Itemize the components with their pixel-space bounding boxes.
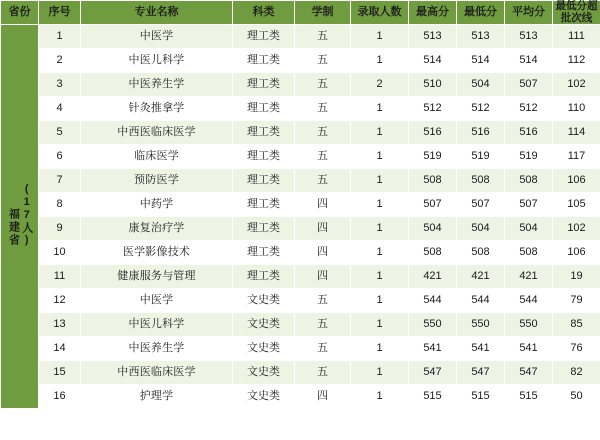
table-row <box>1 193 600 217</box>
cell-over-batch-line: 76 <box>553 337 600 361</box>
cell-max-score: 516 <box>409 121 457 145</box>
table-row <box>1 169 600 193</box>
cell-index: 14 <box>39 337 81 361</box>
cell-duration: 五 <box>295 289 351 313</box>
cell-min-score: 550 <box>457 313 505 337</box>
table-body <box>1 25 600 409</box>
cell-min-score: 516 <box>457 121 505 145</box>
cell-duration: 四 <box>295 265 351 289</box>
cell-over-batch-line: 114 <box>553 121 600 145</box>
cell-duration: 五 <box>295 145 351 169</box>
over-batch-line-2: 批次线 <box>560 11 593 24</box>
column-header-max-score: 最高分 <box>409 1 457 25</box>
cell-min-score: 519 <box>457 145 505 169</box>
cell-major: 针灸推拿学 <box>81 97 233 121</box>
cell-index: 9 <box>39 217 81 241</box>
column-header-avg-score: 平均分 <box>505 1 553 25</box>
cell-avg-score: 507 <box>505 193 553 217</box>
cell-avg-score: 507 <box>505 73 553 97</box>
cell-duration: 五 <box>295 337 351 361</box>
over-batch-line-1: 最低分超 <box>555 0 598 12</box>
cell-category: 理工类 <box>233 145 295 169</box>
cell-over-batch-line: 105 <box>553 193 600 217</box>
cell-duration: 五 <box>295 25 351 49</box>
cell-admitted-count: 1 <box>351 313 409 337</box>
cell-index: 3 <box>39 73 81 97</box>
cell-min-score: 504 <box>457 217 505 241</box>
table-row <box>1 265 600 289</box>
cell-min-score: 514 <box>457 49 505 73</box>
cell-index: 16 <box>39 385 81 409</box>
cell-over-batch-line: 102 <box>553 73 600 97</box>
cell-index: 13 <box>39 313 81 337</box>
cell-duration: 四 <box>295 385 351 409</box>
cell-admitted-count: 1 <box>351 193 409 217</box>
cell-category: 文史类 <box>233 337 295 361</box>
cell-over-batch-line: 112 <box>553 49 600 73</box>
table-row <box>1 217 600 241</box>
cell-category: 理工类 <box>233 97 295 121</box>
cell-major: 中西医临床医学 <box>81 361 233 385</box>
cell-admitted-count: 1 <box>351 217 409 241</box>
cell-index: 2 <box>39 49 81 73</box>
table-row <box>1 241 600 265</box>
cell-avg-score: 504 <box>505 217 553 241</box>
cell-max-score: 514 <box>409 49 457 73</box>
cell-max-score: 547 <box>409 361 457 385</box>
cell-index: 8 <box>39 193 81 217</box>
cell-duration: 五 <box>295 121 351 145</box>
cell-admitted-count: 1 <box>351 169 409 193</box>
table-row <box>1 361 600 385</box>
cell-admitted-count: 1 <box>351 97 409 121</box>
cell-max-score: 519 <box>409 145 457 169</box>
table-row <box>1 73 600 97</box>
cell-major: 健康服务与管理 <box>81 265 233 289</box>
cell-major: 中医儿科学 <box>81 313 233 337</box>
cell-min-score: 421 <box>457 265 505 289</box>
cell-over-batch-line: 85 <box>553 313 600 337</box>
cell-admitted-count: 1 <box>351 361 409 385</box>
cell-category: 理工类 <box>233 73 295 97</box>
cell-admitted-count: 1 <box>351 289 409 313</box>
cell-category: 理工类 <box>233 265 295 289</box>
table-row <box>1 25 600 49</box>
cell-max-score: 541 <box>409 337 457 361</box>
cell-major: 中医养生学 <box>81 337 233 361</box>
cell-max-score: 550 <box>409 313 457 337</box>
cell-max-score: 513 <box>409 25 457 49</box>
cell-major: 中医学 <box>81 289 233 313</box>
cell-min-score: 513 <box>457 25 505 49</box>
cell-category: 理工类 <box>233 193 295 217</box>
cell-min-score: 544 <box>457 289 505 313</box>
cell-min-score: 541 <box>457 337 505 361</box>
cell-over-batch-line: 106 <box>553 241 600 265</box>
cell-index: 5 <box>39 121 81 145</box>
cell-over-batch-line: 79 <box>553 289 600 313</box>
cell-max-score: 510 <box>409 73 457 97</box>
cell-min-score: 507 <box>457 193 505 217</box>
cell-duration: 五 <box>295 49 351 73</box>
cell-duration: 五 <box>295 169 351 193</box>
table-row <box>1 97 600 121</box>
province-name: 福建省 <box>7 207 20 247</box>
column-header-category: 科类 <box>233 1 295 25</box>
cell-duration: 四 <box>295 217 351 241</box>
cell-max-score: 512 <box>409 97 457 121</box>
cell-avg-score: 512 <box>505 97 553 121</box>
column-header-min-score: 最低分 <box>457 1 505 25</box>
cell-major: 康复治疗学 <box>81 217 233 241</box>
cell-category: 理工类 <box>233 121 295 145</box>
cell-index: 7 <box>39 169 81 193</box>
province-count: (17人) <box>20 182 33 247</box>
cell-duration: 五 <box>295 361 351 385</box>
cell-admitted-count: 1 <box>351 49 409 73</box>
column-header-duration: 学制 <box>295 1 351 25</box>
cell-category: 文史类 <box>233 385 295 409</box>
cell-duration: 四 <box>295 193 351 217</box>
column-header-major: 专业名称 <box>81 1 233 25</box>
cell-admitted-count: 1 <box>351 145 409 169</box>
cell-avg-score: 544 <box>505 289 553 313</box>
cell-major: 中医养生学 <box>81 73 233 97</box>
cell-index: 15 <box>39 361 81 385</box>
cell-avg-score: 519 <box>505 145 553 169</box>
cell-admitted-count: 1 <box>351 241 409 265</box>
cell-admitted-count: 1 <box>351 265 409 289</box>
column-header-index: 序号 <box>39 1 81 25</box>
cell-duration: 四 <box>295 241 351 265</box>
cell-max-score: 508 <box>409 169 457 193</box>
cell-over-batch-line: 102 <box>553 217 600 241</box>
cell-max-score: 515 <box>409 385 457 409</box>
cell-min-score: 515 <box>457 385 505 409</box>
cell-over-batch-line: 106 <box>553 169 600 193</box>
cell-category: 文史类 <box>233 289 295 313</box>
cell-max-score: 544 <box>409 289 457 313</box>
cell-avg-score: 421 <box>505 265 553 289</box>
cell-index: 12 <box>39 289 81 313</box>
table-row <box>1 49 600 73</box>
cell-admitted-count: 1 <box>351 121 409 145</box>
table-row <box>1 145 600 169</box>
cell-avg-score: 541 <box>505 337 553 361</box>
cell-min-score: 547 <box>457 361 505 385</box>
cell-category: 文史类 <box>233 361 295 385</box>
table-row <box>1 121 600 145</box>
cell-over-batch-line: 82 <box>553 361 600 385</box>
cell-duration: 五 <box>295 97 351 121</box>
header-row <box>1 1 600 25</box>
cell-min-score: 512 <box>457 97 505 121</box>
cell-duration: 五 <box>295 313 351 337</box>
province-cell <box>1 25 39 409</box>
column-header-province: 省份 <box>1 1 39 25</box>
cell-max-score: 508 <box>409 241 457 265</box>
cell-avg-score: 550 <box>505 313 553 337</box>
cell-max-score: 504 <box>409 217 457 241</box>
cell-major: 护理学 <box>81 385 233 409</box>
cell-min-score: 508 <box>457 241 505 265</box>
cell-avg-score: 515 <box>505 385 553 409</box>
cell-category: 理工类 <box>233 25 295 49</box>
cell-major: 中医学 <box>81 25 233 49</box>
cell-index: 6 <box>39 145 81 169</box>
cell-max-score: 507 <box>409 193 457 217</box>
cell-admitted-count: 1 <box>351 25 409 49</box>
cell-avg-score: 547 <box>505 361 553 385</box>
cell-category: 理工类 <box>233 217 295 241</box>
cell-max-score: 421 <box>409 265 457 289</box>
cell-over-batch-line: 117 <box>553 145 600 169</box>
table-row <box>1 385 600 409</box>
cell-index: 11 <box>39 265 81 289</box>
cell-admitted-count: 2 <box>351 73 409 97</box>
cell-avg-score: 514 <box>505 49 553 73</box>
table-header <box>1 1 600 25</box>
table-row <box>1 289 600 313</box>
cell-major: 中医儿科学 <box>81 49 233 73</box>
cell-category: 理工类 <box>233 169 295 193</box>
cell-category: 理工类 <box>233 241 295 265</box>
cell-admitted-count: 1 <box>351 385 409 409</box>
cell-admitted-count: 1 <box>351 337 409 361</box>
cell-major: 临床医学 <box>81 145 233 169</box>
cell-min-score: 508 <box>457 169 505 193</box>
cell-category: 理工类 <box>233 49 295 73</box>
cell-over-batch-line: 50 <box>553 385 600 409</box>
cell-category: 文史类 <box>233 313 295 337</box>
cell-min-score: 504 <box>457 73 505 97</box>
table-row <box>1 313 600 337</box>
column-header-admitted-count: 录取人数 <box>351 1 409 25</box>
column-header-over-batch-line <box>553 1 600 25</box>
cell-index: 10 <box>39 241 81 265</box>
cell-avg-score: 516 <box>505 121 553 145</box>
cell-major: 医学影像技术 <box>81 241 233 265</box>
cell-major: 中西医临床医学 <box>81 121 233 145</box>
cell-major: 预防医学 <box>81 169 233 193</box>
cell-index: 4 <box>39 97 81 121</box>
cell-avg-score: 508 <box>505 169 553 193</box>
cell-avg-score: 513 <box>505 25 553 49</box>
cell-duration: 五 <box>295 73 351 97</box>
cell-major: 中药学 <box>81 193 233 217</box>
cell-over-batch-line: 19 <box>553 265 600 289</box>
cell-over-batch-line: 111 <box>553 25 600 49</box>
cell-index: 1 <box>39 25 81 49</box>
table-row <box>1 337 600 361</box>
cell-avg-score: 508 <box>505 241 553 265</box>
cell-over-batch-line: 110 <box>553 97 600 121</box>
